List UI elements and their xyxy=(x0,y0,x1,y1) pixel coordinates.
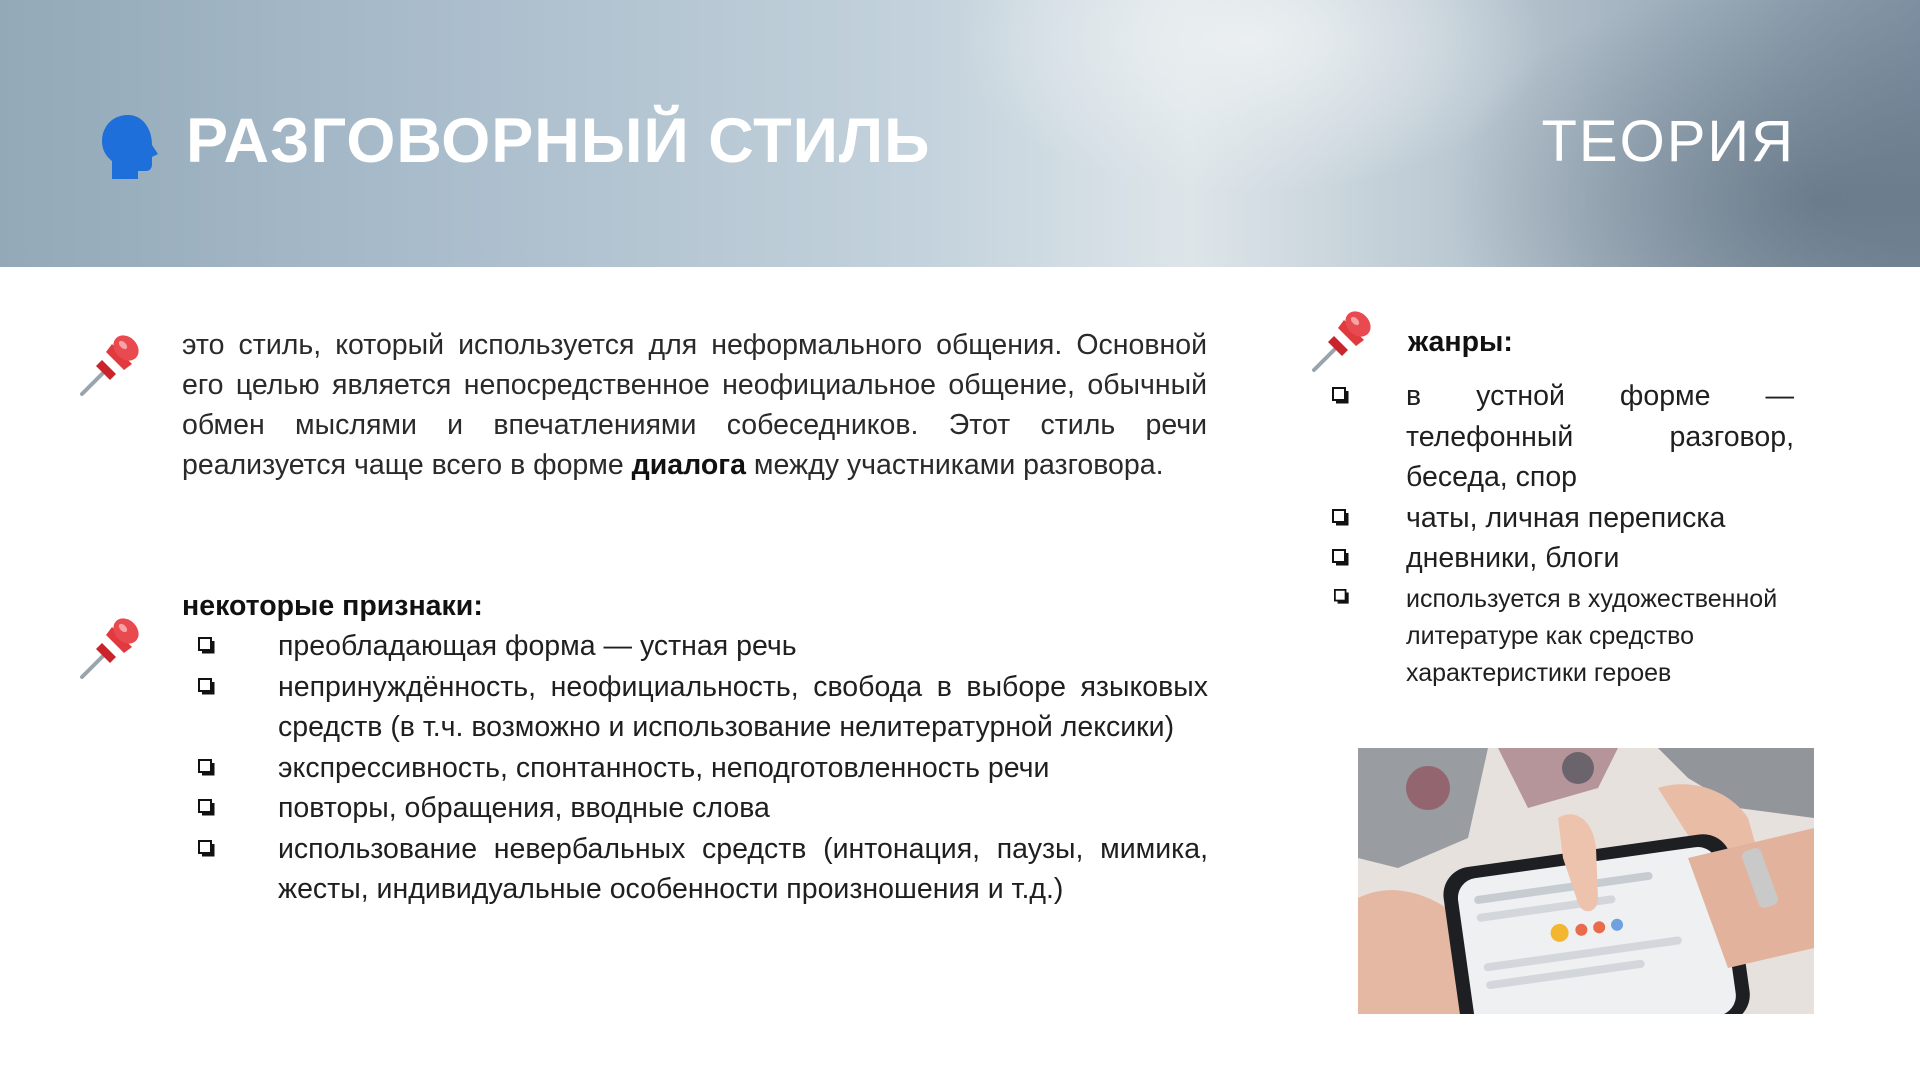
list-item-text: непринуждённость, неофициальность, свобода в выборе языковых средств (в т.ч. возможно и использование нелитературной лексики) xyxy=(278,670,1208,743)
intro-bold-term: диалога xyxy=(631,449,746,481)
header-banner xyxy=(0,0,1920,267)
list-item-text: используется в художественной литературе как средство характеристики героев xyxy=(1406,584,1778,687)
list-item-text: экспрессивность, спонтанность, неподготовленность речи xyxy=(278,751,1050,784)
list-item xyxy=(198,626,1208,667)
list-item xyxy=(198,748,1208,789)
hands-phone-illustration xyxy=(1358,748,1814,1014)
list-item xyxy=(1328,538,1794,579)
list-item-text: чаты, личная переписка xyxy=(1406,501,1726,534)
page-title: РАЗГОВОРНЫЙ СТИЛЬ xyxy=(186,106,931,176)
checkbox-bullet-icon xyxy=(1334,589,1350,605)
signs-heading: некоторые признаки: xyxy=(182,590,483,622)
checkbox-bullet-icon xyxy=(1332,549,1350,567)
checkbox-bullet-icon xyxy=(1332,509,1350,527)
speaking-head-icon xyxy=(98,113,160,183)
list-item-text: в устной форме — телефонный разговор, беседа, спор xyxy=(1406,380,1794,493)
genres-list xyxy=(1328,376,1794,692)
list-item xyxy=(1328,581,1794,692)
checkbox-bullet-icon xyxy=(198,840,216,858)
intro-paragraph xyxy=(182,325,1207,485)
checkbox-bullet-icon xyxy=(198,678,216,696)
pushpin-icon xyxy=(1308,306,1378,376)
list-item xyxy=(1328,376,1794,498)
checkbox-bullet-icon xyxy=(198,759,216,777)
checkbox-bullet-icon xyxy=(198,637,216,655)
list-item xyxy=(198,788,1208,829)
list-item-text: использование невербальных средств (интонация, паузы, мимика, жесты, индивидуальные особенности произношения и т.д.) xyxy=(278,832,1208,905)
checkbox-bullet-icon xyxy=(1332,387,1350,405)
list-item-text: повторы, обращения, вводные слова xyxy=(278,792,770,824)
list-item xyxy=(1328,498,1794,539)
list-item-text: преобладающая форма — устная речь xyxy=(278,630,797,662)
list-item xyxy=(198,829,1208,910)
section-label: ТЕОРИЯ xyxy=(1541,109,1795,174)
signs-list xyxy=(198,626,1208,910)
pushpin-icon xyxy=(76,330,146,400)
checkbox-bullet-icon xyxy=(198,799,216,817)
genres-heading: жанры: xyxy=(1408,326,1513,358)
list-item-text: дневники, блоги xyxy=(1406,542,1620,574)
intro-text-end: между участниками разговора. xyxy=(745,449,1164,481)
intro-text: это стиль, который используется для неформального общения. Основной его целью является непосредственное неофициальное общение, обычный обмен мыслями и впечатлениями собеседников. Этот стиль речи реализуется чаще всего в форме xyxy=(182,329,1207,481)
smartphone-photo xyxy=(1358,748,1814,1014)
list-item xyxy=(198,667,1208,748)
pushpin-icon xyxy=(76,613,146,683)
